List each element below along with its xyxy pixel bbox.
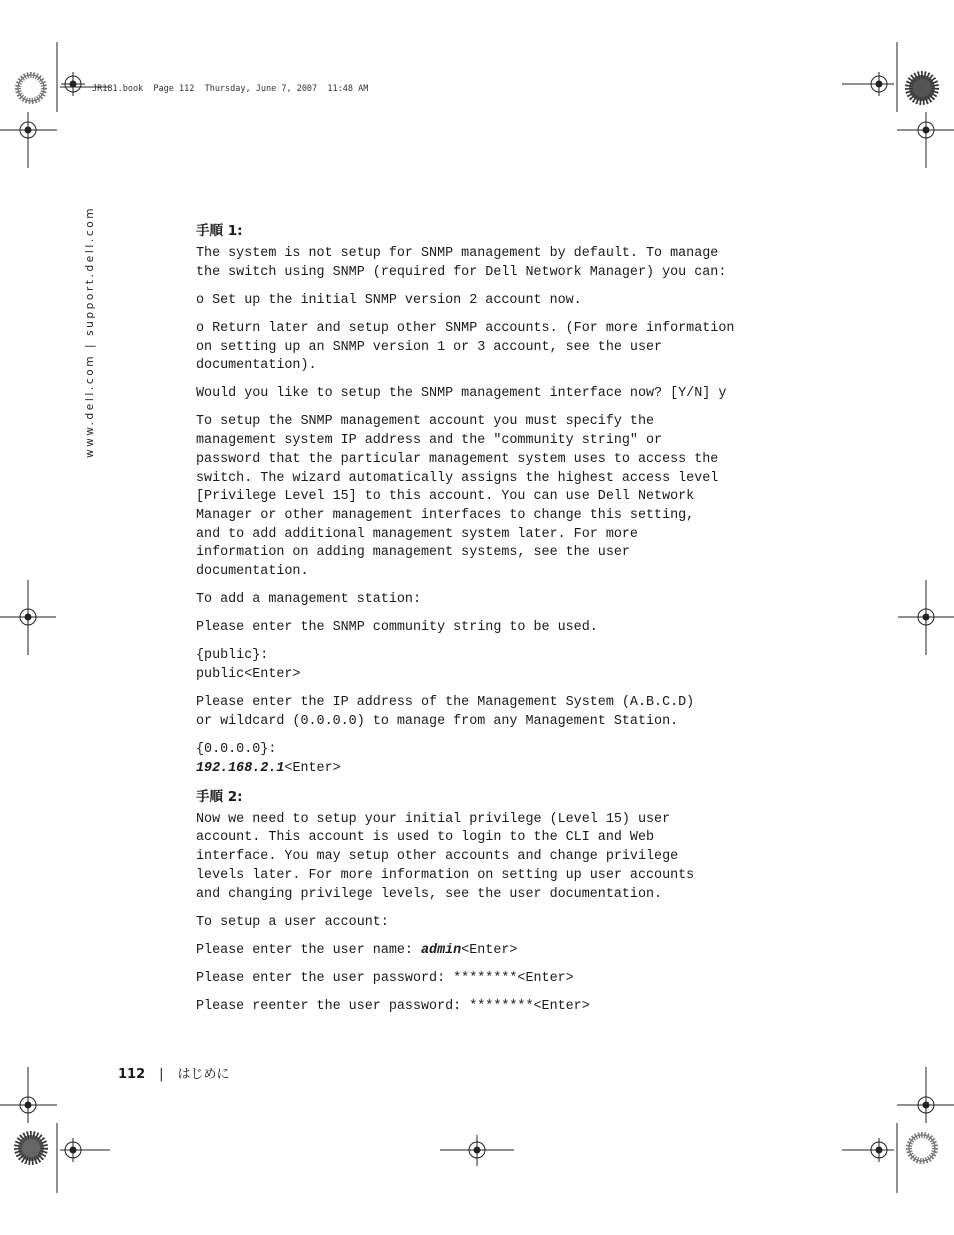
step-1-para-5: To setup the SNMP management account you must specify the management system IP address and the "community string" or password that the particular management system uses to access the switch. The wizard automatically assigns the highest access level [Privilege Level 15] to this account. You can use Dell Network Manager or other management interfaces to change this setting, and to add additional management system later. For more information on adding management systems, see the user documentation. [196,414,719,580]
page-content [196,222,836,1026]
step-2-para-1: Now we need to setup your initial privilege (Level 15) user account. This account is used to login to the CLI and Web interface. You may setup other accounts and change privilege levels later. For more information on setting up user accounts and changing privilege levels, see the user documentation. [196,811,695,902]
username-prompt: Please enter the user name: [196,942,421,958]
step-1-para-9: Please enter the IP address of the Management System (A.B.C.D) or wildcard (0.0.0.0) to manage from any Management Station. [196,695,695,729]
username-value: admin [421,942,462,958]
step-2-heading: 手順 2: [196,788,243,805]
step-1-para-4: Would you like to setup the SNMP management interface now? [Y/N] y [196,386,727,402]
step-1-para-8: {public}: public<Enter> [196,648,301,683]
step-1-para-7: Please enter the SNMP community string to be used. [196,620,598,636]
step-1-para-6: To add a management station: [196,592,421,608]
side-url: www.dell.com | support.dell.com [84,205,96,458]
step-1-para-3: o Return later and setup other SNMP accounts. (For more information on setting up an SNMP version 1 or 3 account, see the user documentation). [196,320,735,374]
username-enter: <Enter> [461,942,518,958]
ip-enter: <Enter> [284,760,341,776]
username-line [196,942,836,961]
step-2-para-2: To setup a user account: [196,914,389,930]
ip-value: 192.168.2.1 [196,760,285,776]
step-1-heading: 手順 1: [196,223,243,239]
password-line: Please enter the user password: ********<Enter> [196,970,574,986]
step-1-para-1: The system is not setup for SNMP management by default. To manage the switch using SNMP (required for Dell Network Manager) you can: [196,246,727,280]
step-1-para-2: o Set up the initial SNMP version 2 account now. [196,292,582,308]
print-header: JR181.book Page 112 Thursday, June 7, 2007 11:48 AM [92,84,369,94]
footer-separator: | [159,1067,164,1082]
reenter-password-line: Please reenter the user password: ********<Enter> [196,998,590,1014]
page-number: 112 [118,1067,146,1082]
footer-section: はじめに [177,1067,230,1082]
ip-prompt: {0.0.0.0}: [196,741,277,757]
ip-entry-block [196,741,836,778]
page-footer [118,1063,230,1082]
